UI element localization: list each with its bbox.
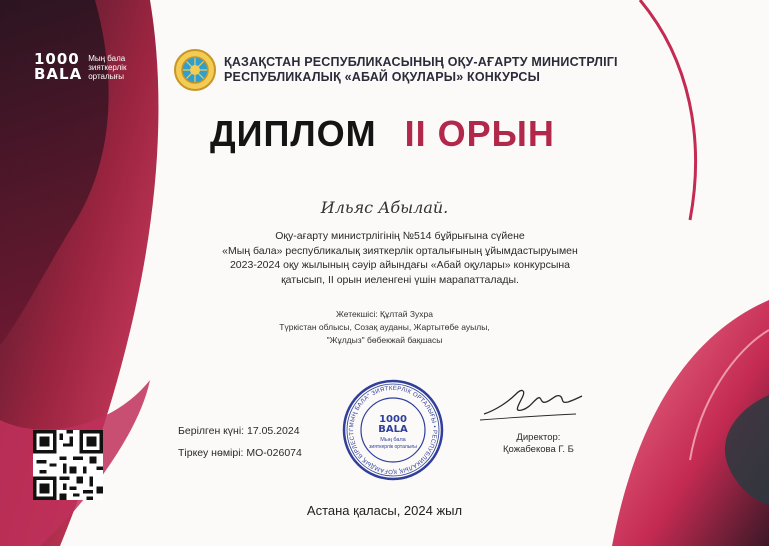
logo-text: Мың бала зияткерлік орталығы xyxy=(88,53,127,81)
issue-info xyxy=(178,420,302,464)
registration-number: Тіркеу нөмірі: МО-026074 xyxy=(178,447,302,459)
stamp-center-1: 1000 xyxy=(379,414,407,425)
stamp-ring-text: "МЫҢ БАЛА" ЗИЯТКЕРЛІК ОРТАЛЫҒЫ • РЕСПУБЛИКАЛЫҚ ҚОҒАМДЫҚ БІРЛЕСТІ xyxy=(348,385,438,475)
place-label: II ОРЫН xyxy=(404,113,555,154)
director-title: Директор: xyxy=(516,432,561,443)
ministry-header: ҚАЗАҚСТАН РЕСПУБЛИКАСЫНЫҢ ОҚУ-АҒАРТУ МИНИСТРЛІГІ РЕСПУБЛИКАЛЫҚ «АБАЙ ОҚУЛАРЫ» КОНКУРСЫ xyxy=(224,55,618,84)
diploma-title xyxy=(210,113,555,155)
top-right-arc xyxy=(640,0,696,220)
official-stamp xyxy=(341,378,445,482)
director-name: Қожабекова Г. Б xyxy=(503,444,574,455)
leader-info: Жетекшісі: Құлтай Зухра Түркістан облысы, Созақ ауданы, Жартытөбе ауылы, "Жұлдыз" бөбекжай бақшасы xyxy=(279,309,490,345)
stamp-center-3: Мың бала xyxy=(380,437,406,443)
stamp-center-4: зияткерлік орталығы xyxy=(369,444,417,450)
qr-code-icon xyxy=(33,430,103,500)
award-text: Оқу-ағарту министрлігінің №514 бұйрығына сүйене «Мың бала» республикалық зияткерлік орталығының ұйымдастыруымен 2023-2024 оқу жылының сәуір айындағы «Абай оқулары» конкурсына қатысып, II орын иеленгені үшін марапатталады. xyxy=(222,230,578,286)
issue-date: Берілген күні: 17.05.2024 xyxy=(178,425,300,437)
city-year: Астана қаласы, 2024 жыл xyxy=(306,503,463,518)
director-signature xyxy=(476,380,586,426)
director-block xyxy=(503,432,574,456)
org-logo xyxy=(34,52,127,82)
recipient-name: Ильяс Абылай. xyxy=(320,198,449,217)
diploma-word: ДИПЛОМ xyxy=(210,113,377,154)
logo-mark: 1000 BALA xyxy=(34,50,83,83)
stamp-center-2: BALA xyxy=(378,424,408,435)
kazakhstan-emblem-icon xyxy=(173,48,217,92)
